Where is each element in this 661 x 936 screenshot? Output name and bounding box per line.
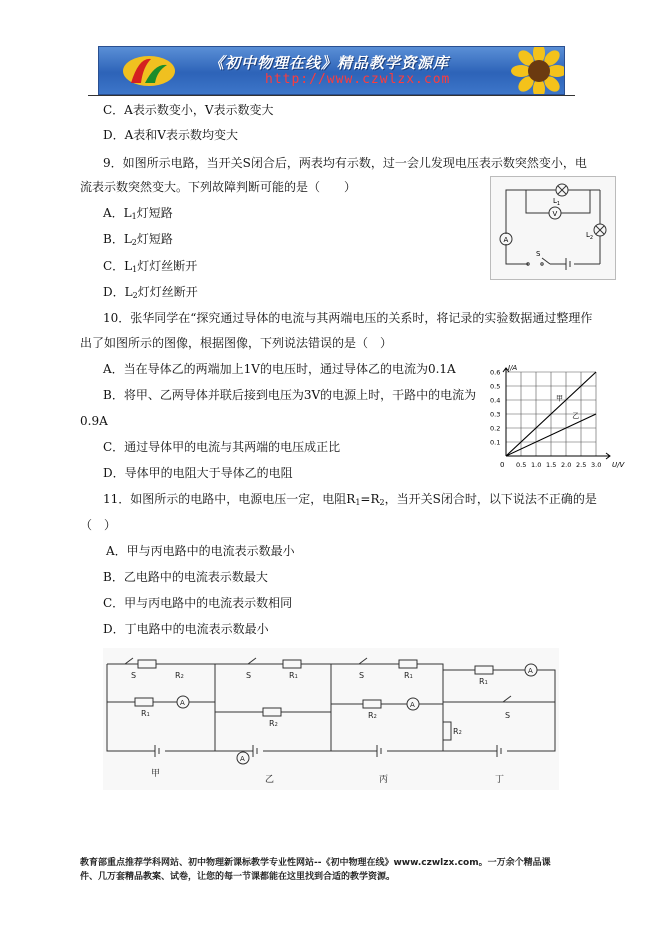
chart-origin-label: 0 bbox=[500, 461, 505, 469]
q11-fig-switch-s-ding: S bbox=[505, 711, 511, 720]
q11-fig-ammeter-yi: A bbox=[240, 755, 245, 763]
chart-x-tick-4: 2.5 bbox=[576, 461, 587, 469]
chart-series-label-1: 乙 bbox=[572, 412, 580, 421]
q11-option-c: C．甲与丙电路中的电流表示数相同 bbox=[103, 596, 293, 610]
q11-fig-r1-yi: R1 bbox=[289, 671, 298, 680]
chart-y-tick-0: 0.1 bbox=[490, 438, 501, 447]
q11-fig-label-ding: 丁 bbox=[495, 775, 505, 785]
q10-option-c: C．通过导体甲的电流与其两端的电压成正比 bbox=[103, 440, 341, 454]
chart-ylabel: I/A bbox=[508, 364, 518, 372]
q9-fig-voltmeter-label: V bbox=[552, 210, 558, 218]
q9-fig-ammeter-label: A bbox=[503, 236, 509, 244]
q9-stem-line1: 9．如图所示电路，当开关S闭合后，两表均有示数，过一会儿发现电压表示数突然变小，电 bbox=[103, 156, 587, 170]
header-divider bbox=[88, 95, 575, 96]
q9-stem-line2: 流表示数突然变大。下列故障判断可能的是（ ） bbox=[80, 180, 357, 194]
q11-fig-switch-s-yi: S bbox=[246, 671, 252, 680]
chart-x-tick-3: 2.0 bbox=[561, 461, 572, 469]
q11-stem-line2: （ ） bbox=[80, 518, 117, 532]
page-footer bbox=[80, 856, 580, 884]
q11-fig-ammeter-bing: A bbox=[410, 701, 415, 709]
q11-fig-r2-bing: R2 bbox=[368, 711, 377, 720]
q10-iu-chart bbox=[478, 360, 628, 472]
q9-option-d: D．$L_2$灯灯丝断开 bbox=[103, 285, 198, 300]
q10-option-b-cont: 0.9A bbox=[80, 414, 108, 428]
chart-x-tick-2: 1.5 bbox=[546, 461, 557, 469]
q11-fig-r2-yi: R2 bbox=[269, 719, 278, 728]
q9-circuit-diagram bbox=[490, 176, 616, 280]
q8-option-d: D．A表和V表示数均变大 bbox=[103, 128, 238, 142]
q11-fig-label-bing: 丙 bbox=[379, 775, 389, 785]
chart-y-tick-2: 0.3 bbox=[490, 410, 501, 419]
q11-fig-ammeter-ding: A bbox=[528, 667, 533, 675]
q11-fig-switch-s-bing: S bbox=[359, 671, 365, 680]
sunflower-icon bbox=[505, 46, 565, 95]
q11-fig-switch-s-jia: S bbox=[131, 671, 137, 680]
q11-fig-r1-bing: R1 bbox=[404, 671, 413, 680]
q11-fig-label-yi: 乙 bbox=[265, 775, 275, 785]
banner-url[interactable]: http://www.czwlzx.com bbox=[265, 72, 451, 87]
q10-option-a: A．当在导体乙的两端加上1V的电压时，通过导体乙的电流为0.1A bbox=[103, 362, 456, 376]
q9-option-a: A．$L_1$灯短路 bbox=[103, 206, 173, 221]
q11-fig-r2-jia: R2 bbox=[175, 671, 184, 680]
q10-option-d: D．导体甲的电阻大于导体乙的电阻 bbox=[103, 466, 293, 480]
chart-x-tick-1: 1.0 bbox=[531, 461, 542, 469]
chart-x-tick-5: 3.0 bbox=[591, 461, 602, 469]
q11-fig-r1-ding: R1 bbox=[479, 677, 488, 686]
q11-option-a: A．甲与丙电路中的电流表示数最小 bbox=[106, 544, 295, 558]
q11-fig-r2-ding: R2 bbox=[453, 727, 462, 736]
q11-fig-label-jia: 甲 bbox=[151, 769, 161, 779]
q9-fig-label-l2: $L_2$ bbox=[586, 231, 594, 241]
q9-option-c: C．$L_1$灯灯丝断开 bbox=[103, 259, 198, 274]
q11-fig-ammeter-jia: A bbox=[180, 699, 185, 707]
chart-x-tick-0: 0.5 bbox=[516, 461, 527, 469]
q10-stem-line1: 10．张华同学在“探究通过导体的电流与其两端电压的关系时，将记录的实验数据通过整理作 bbox=[103, 311, 593, 325]
q11-option-b: B．乙电路中的电流表示数最大 bbox=[103, 570, 268, 584]
q9-fig-switch-label: S bbox=[536, 250, 541, 258]
banner-title: 《初中物理在线》精品教学资源库 bbox=[209, 54, 450, 72]
chart-series-label-0: 甲 bbox=[556, 394, 563, 403]
chart-y-tick-3: 0.4 bbox=[490, 396, 501, 405]
chart-y-tick-1: 0.2 bbox=[490, 424, 501, 433]
q11-stem-line1: 11．如图所示的电路中，电源电压一定，电阻$R_1=R_2$，当开关S闭合时，以下说法不正确的是 bbox=[103, 492, 597, 507]
q9-fig-label-l1: $L_1$ bbox=[553, 197, 561, 207]
chart-y-tick-4: 0.5 bbox=[490, 382, 501, 391]
footer-line1: 教育部重点推荐学科网站、初中物理新课标教学专业性网站--《初中物理在线》www.czwlzx.com。一万余个精品课 bbox=[80, 858, 551, 868]
footer-line2: 件、几万套精品教案、试卷，让您的每一节课都能在这里找到合适的教学资源。 bbox=[80, 872, 396, 882]
q9-option-b: B．$L_2$灯短路 bbox=[103, 232, 173, 247]
chart-y-tick-5: 0.6 bbox=[490, 368, 501, 377]
site-logo bbox=[121, 53, 177, 89]
chart-xlabel: U/V bbox=[612, 461, 625, 469]
q10-option-b: B．将甲、乙两导体并联后接到电压为3V的电源上时，干路中的电流为 bbox=[103, 388, 477, 402]
q10-stem-line2: 出了如图所示的图像，根据图像，下列说法错误的是（ ） bbox=[80, 336, 393, 350]
q11-fig-r1-jia: R1 bbox=[141, 709, 150, 718]
q8-option-c: C．A表示数变小，V表示数变大 bbox=[103, 103, 274, 117]
q11-option-d: D．丁电路中的电流表示数最小 bbox=[103, 622, 269, 636]
q11-circuits-diagram bbox=[103, 648, 559, 790]
header-banner bbox=[98, 46, 565, 95]
